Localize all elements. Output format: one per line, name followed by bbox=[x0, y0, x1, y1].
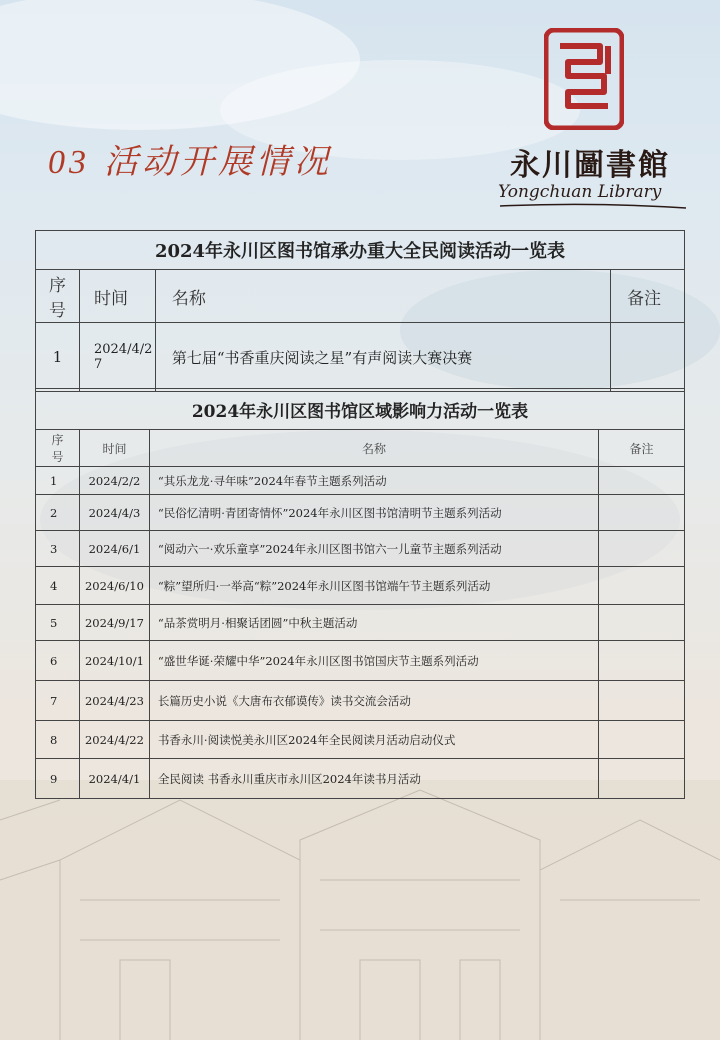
header-name: 名称 bbox=[155, 270, 610, 323]
header-note: 备注 bbox=[611, 270, 685, 323]
cell-name: “粽”望所归·一举高“粽”2024年永川区图书馆端午节主题系列活动 bbox=[149, 567, 598, 605]
cell-note bbox=[599, 759, 685, 799]
table-row bbox=[36, 605, 685, 641]
table-row bbox=[36, 495, 685, 531]
cell-time: 2024/4/1 bbox=[79, 759, 149, 799]
section-title: 活动开展情况 bbox=[104, 142, 332, 182]
header-no: 序号 bbox=[36, 270, 80, 323]
cell-no: 3 bbox=[36, 531, 80, 567]
table-row bbox=[36, 681, 685, 721]
cell-note bbox=[599, 605, 685, 641]
major-activities-table bbox=[35, 230, 685, 392]
cell-name: “盛世华诞·荣耀中华”2024年永川区图书馆国庆节主题系列活动 bbox=[149, 641, 598, 681]
library-underline bbox=[498, 202, 688, 210]
table-title: 2024年永川区图书馆区域影响力活动一览表 bbox=[36, 389, 685, 430]
cell-name: “民俗忆清明·青团寄情怀”2024年永川区图书馆清明节主题系列活动 bbox=[149, 495, 598, 531]
cell-time: 2024/4/3 bbox=[79, 495, 149, 531]
cell-name: “其乐龙龙·寻年味”2024年春节主题系列活动 bbox=[149, 467, 598, 495]
library-seal-logo bbox=[544, 28, 624, 130]
cell-no: 2 bbox=[36, 495, 80, 531]
regional-activities-table bbox=[35, 388, 685, 799]
header-no: 序号 bbox=[36, 430, 80, 467]
section-heading bbox=[48, 134, 332, 183]
cell-name: 全民阅读 书香永川重庆市永川区2024年读书月活动 bbox=[149, 759, 598, 799]
cell-time: 2024/10/1 bbox=[79, 641, 149, 681]
cell-note bbox=[599, 681, 685, 721]
cell-time: 2024/2/2 bbox=[79, 467, 149, 495]
cell-time: 2024/4/22 bbox=[79, 721, 149, 759]
cell-name: 书香永川·阅读悦美永川区2024年全民阅读月活动启动仪式 bbox=[149, 721, 598, 759]
cell-time: 2024/4/23 bbox=[79, 681, 149, 721]
cell-name: “阅动六一·欢乐童享”2024年永川区图书馆六一儿童节主题系列活动 bbox=[149, 531, 598, 567]
cell-note bbox=[599, 495, 685, 531]
table-row bbox=[36, 721, 685, 759]
section-number: 03 bbox=[48, 144, 90, 181]
library-name-cn: 永川圖書館 bbox=[510, 148, 670, 183]
table-row bbox=[36, 467, 685, 495]
cell-note bbox=[599, 531, 685, 567]
cell-name: “品茶赏明月·相聚话团圆”中秋主题活动 bbox=[149, 605, 598, 641]
cell-name: 长篇历史小说《大唐布衣郁谟传》读书交流会活动 bbox=[149, 681, 598, 721]
library-name-en: Yongchuan Library bbox=[498, 182, 662, 202]
cell-no: 6 bbox=[36, 641, 80, 681]
cell-no: 9 bbox=[36, 759, 80, 799]
table-row bbox=[36, 323, 685, 392]
cell-note bbox=[599, 641, 685, 681]
cell-note bbox=[599, 721, 685, 759]
table-row bbox=[36, 567, 685, 605]
table-row bbox=[36, 759, 685, 799]
table-title: 2024年永川区图书馆承办重大全民阅读活动一览表 bbox=[36, 231, 685, 270]
cell-no: 4 bbox=[36, 567, 80, 605]
table-row bbox=[36, 531, 685, 567]
cell-no: 1 bbox=[36, 467, 80, 495]
cell-no: 7 bbox=[36, 681, 80, 721]
cell-note bbox=[611, 323, 685, 392]
table-header-row bbox=[36, 430, 685, 467]
header-time: 时间 bbox=[79, 270, 155, 323]
cell-no: 8 bbox=[36, 721, 80, 759]
cell-time: 2024/4/27 bbox=[79, 323, 155, 392]
table-header-row bbox=[36, 270, 685, 323]
table-row bbox=[36, 641, 685, 681]
cell-no: 5 bbox=[36, 605, 80, 641]
cell-time: 2024/6/10 bbox=[79, 567, 149, 605]
cell-note bbox=[599, 567, 685, 605]
cell-name: 第七届“书香重庆阅读之星”有声阅读大赛决赛 bbox=[155, 323, 610, 392]
header-time: 时间 bbox=[79, 430, 149, 467]
cell-note bbox=[599, 467, 685, 495]
cell-no: 1 bbox=[36, 323, 80, 392]
header-note: 备注 bbox=[599, 430, 685, 467]
cell-time: 2024/9/17 bbox=[79, 605, 149, 641]
header-name: 名称 bbox=[149, 430, 598, 467]
cell-time: 2024/6/1 bbox=[79, 531, 149, 567]
